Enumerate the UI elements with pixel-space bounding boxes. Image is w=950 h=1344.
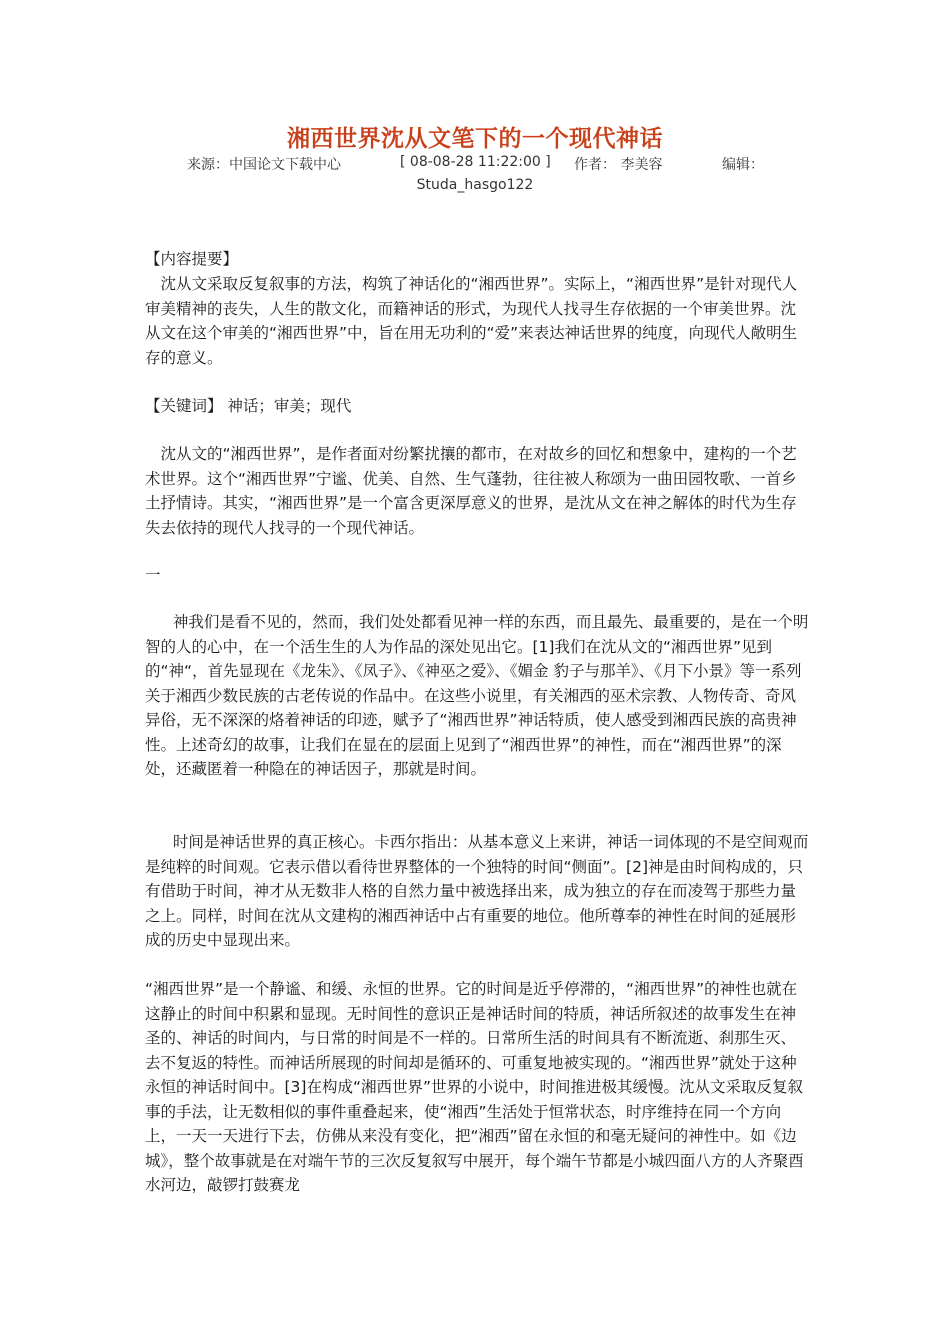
editor-label: 编辑：: [722, 157, 764, 173]
section-number: 一: [145, 566, 161, 584]
author-label: 作者： 李美容: [574, 157, 663, 173]
body-section-1: [145, 610, 810, 782]
editor-name: Studa_hasgo122: [416, 177, 534, 193]
abstract-heading: 【内容提要】: [145, 250, 239, 268]
publish-datetime: [ 08-08-28 11:22:00 ]: [400, 154, 551, 170]
body-section-2: [145, 830, 810, 953]
body-paragraph-1: 神我们是看不见的，然而，我们处处都看见神一样的东西，而且最先、最重要的，是在一个明智的人的心中，在一个活生生的人为作品的深处见出它。[1]我们在沈从文的“湘西世界”见到的“神“，首先显现在《龙朱》、《凤子》、《神巫之爱》、《媚金 豹子与那羊》、《月下小景》等一系列关于湘西少数民族的古老传说的作品中。在这些小说里，有关湘西的巫术宗教、人物传奇、奇风异俗，无不深深的烙着神话的印迹，赋予了“湘西世界”神话特质，使人感受到湘西民族的高贵神性。上述奇幻的故事，让我们在显在的层面上见到了“湘西世界”的神性，而在“湘西世界”的深处，还藏匿着一种隐在的神话因子，那就是时间。: [145, 613, 809, 778]
article-title: 湘西世界沈从文笔下的一个现代神话: [287, 126, 663, 152]
body-paragraph-2: 时间是神话世界的真正核心。卡西尔指出：从基本意义上来讲，神话一词体现的不是空间观而是纯粹的时间观。它表示借以看待世界整体的一个独特的时间“侧面”。[2]神是由时间构成的，只有借助于时间，神才从无数非人格的自然力量中被选择出来，成为独立的存在而凌驾于那些力量之上。同样，时间在沈从文建构的湘西神话中占有重要的地位。他所尊奉的神性在时间的延展形成的历史中显现出来。: [145, 833, 809, 949]
body-paragraph-3: “湘西世界”是一个静谧、和缓、永恒的世界。它的时间是近乎停滞的，“湘西世界”的神性也就在这静止的时间中积累和显现。无时间性的意识正是神话时间的特质，神话所叙述的故事发生在神圣的、神话的时间内，与日常的时间是不一样的。日常所生活的时间具有不断流逝、刹那生灭、去不复返的特性。而神话所展现的时间却是循环的、可重复地被实现的。“湘西世界”就处于这种永恒的神话时间中。[3]在构成“湘西世界”世界的小说中，时间推进极其缓慢。沈从文采取反复叙事的手法，让无数相似的事件重叠起来，使“湘西”生活处于恒常状态，时序维持在同一个方向上，一天一天进行下去，仿佛从来没有变化，把“湘西”留在永恒的和毫无疑问的神性中。如《边城》，整个故事就是在对端午节的三次反复叙写中展开，每个端午节都是小城四面八方的人齐聚酉水河边，敲锣打鼓赛龙: [145, 980, 804, 1194]
source-label: 来源：中国论文下载中心: [187, 157, 341, 173]
keywords: 【关键词】 神话；审美；现代: [145, 397, 352, 415]
intro-paragraph: 沈从文的“湘西世界”，是作者面对纷繁扰攘的都市，在对故乡的回忆和想象中，建构的一个艺术世界。这个“湘西世界”宁谧、优美、自然、生气蓬勃，往往被人称颂为一曲田园牧歌、一首乡土抒情诗。其实，“湘西世界”是一个富含更深厚意义的世界，是沈从文在神之解体的时代为生存失去依持的现代人找寻的一个现代神话。: [145, 445, 797, 537]
abstract-section: [145, 272, 810, 370]
body-section-3: [145, 977, 810, 1198]
abstract-text: 沈从文采取反复叙事的方法，构筑了神话化的“湘西世界”。实际上，“湘西世界”是针对现代人审美精神的丧失，人生的散文化，而籍神话的形式，为现代人找寻生存依据的一个审美世界。沈从文在这个审美的“湘西世界”中，旨在用无功利的“爱”来表达神话世界的纯度，向现代人敞明生存的意义。: [145, 275, 798, 367]
intro-section: [145, 442, 810, 540]
